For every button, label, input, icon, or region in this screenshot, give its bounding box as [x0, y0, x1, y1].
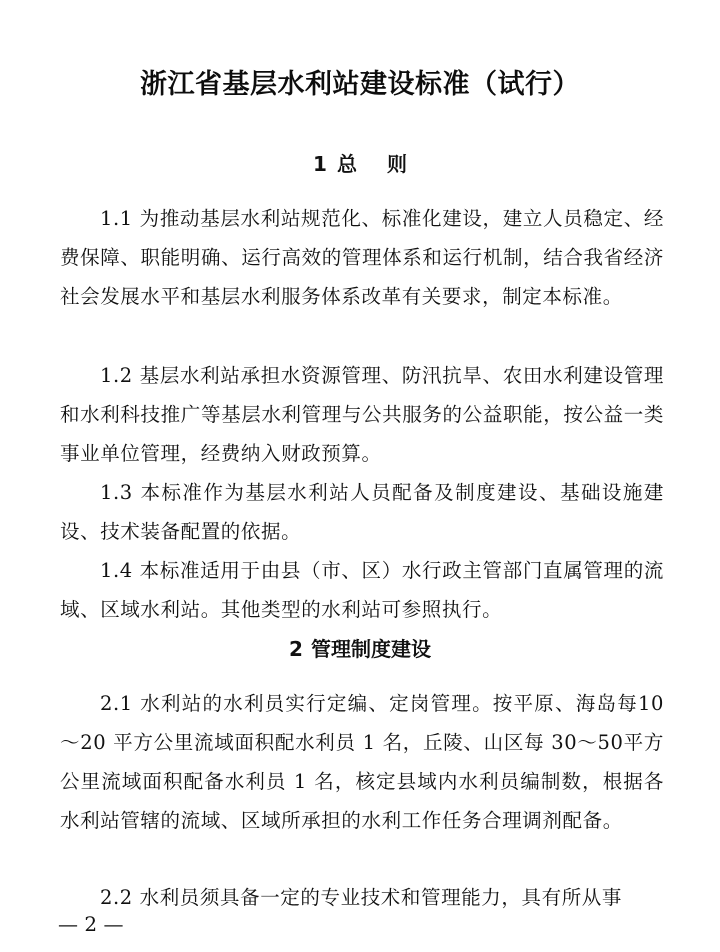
section-number: 1 [313, 152, 327, 176]
section-heading-part: 则 [386, 152, 407, 176]
section-number: 2 [289, 637, 303, 661]
section-heading-part: 总 [336, 152, 357, 176]
page-number: — 2 — [58, 912, 124, 936]
paragraph-2-1: 2.1 水利站的水利员实行定编、定岗管理。按平原、海岛每10～20 平方公里流域面积配水利员 1 名，丘陵、山区每 30～50平方公里流域面积配备水利员 1 名，核定县域内水利员编制数，根据各水利站管辖的流域、区域所承担的水利工作任务合理调剂配备。 [60, 692, 664, 832]
paragraph-1-3: 1.3 本标准作为基层水利站人员配备及制度建设、基础设施建设、技术装备配置的依据。 [60, 481, 664, 543]
paragraph-1-2: 1.2 基层水利站承担水资源管理、防汛抗旱、农田水利建设管理和水利科技推广等基层水利管理与公共服务的公益职能，按公益一类事业单位管理，经费纳入财政预算。 [60, 364, 664, 465]
section-heading-management [0, 633, 720, 662]
paragraph-1-4: 1.4 本标准适用于由县（市、区）水行政主管部门直属管理的流域、区域水利站。其他类型的水利站可参照执行。 [60, 559, 664, 621]
document-title: 浙江省基层水利站建设标准（试行） [140, 69, 580, 100]
paragraph-1-1: 1.1 为推动基层水利站规范化、标准化建设，建立人员稳定、经费保障、职能明确、运行高效的管理体系和运行机制，结合我省经济社会发展水平和基层水利服务体系改革有关要求，制定本标准。 [60, 207, 664, 308]
paragraph-2-2: 2.2 水利员须具备一定的专业技术和管理能力，具有所从事 [100, 886, 623, 909]
section-heading-text: 管理制度建设 [310, 637, 431, 661]
section-heading-general [0, 148, 720, 177]
